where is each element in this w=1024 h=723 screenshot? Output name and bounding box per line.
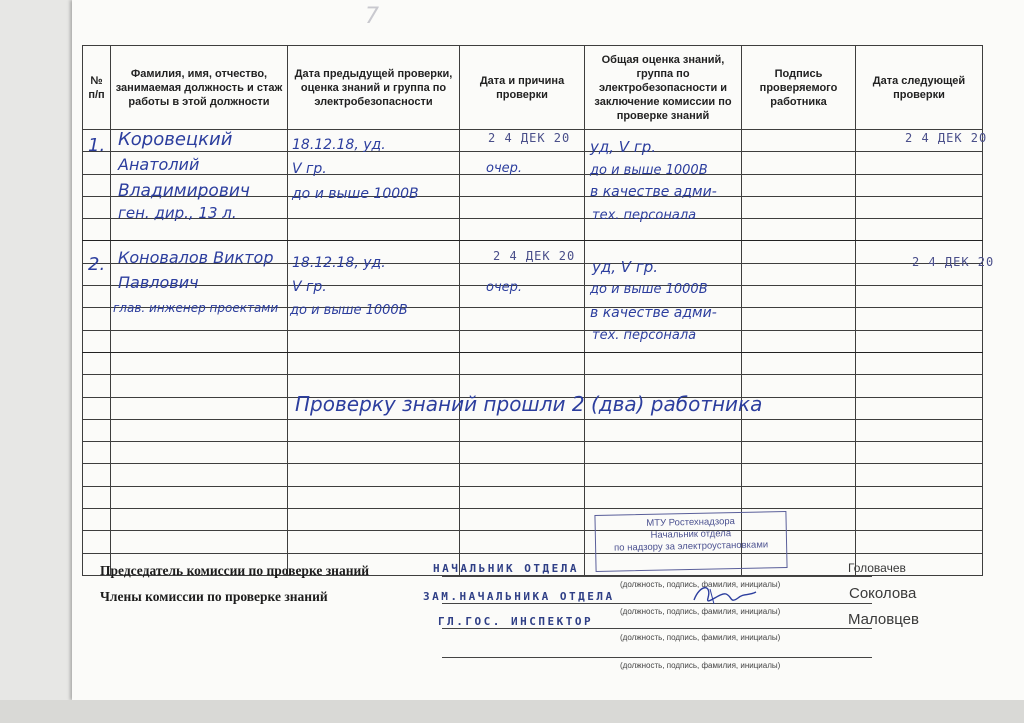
table-row [83, 352, 983, 374]
table-row [83, 152, 983, 174]
header-assessment: Общая оценка знаний, группа по электробезопасности и заключение комиссии по проверке знаний [585, 46, 742, 130]
entry-2-next-date-stamp: 2 4 ДЕК 20 [912, 255, 995, 269]
table-row [83, 486, 983, 508]
member1-signature-line [442, 603, 872, 604]
entry-1-name-line: Анатолий [118, 155, 200, 174]
entry-1-assessment-line: тех. персонала [592, 208, 697, 223]
chairman-label: Председатель комиссии по проверке знаний [100, 563, 370, 578]
table-row [83, 330, 983, 352]
chairman-title-stamp: НАЧАЛЬНИК ОТДЕЛА [433, 562, 579, 575]
entry-1-previous-line: 18.12.18, уд. [292, 137, 386, 153]
members-label: Члены комиссии по проверке знаний [100, 589, 328, 604]
table-header-row [83, 46, 983, 130]
entry-1-name-line: Владимирович [118, 181, 250, 201]
stamp-line-3: по надзору за электроустановками [613, 539, 769, 554]
entry-1-number: 1. [88, 135, 106, 156]
faint-page-mark: 7 [365, 4, 379, 29]
member2-title-stamp: ГЛ.ГОС. ИНСПЕКТОР [438, 615, 594, 628]
entry-1-next-date-stamp: 2 4 ДЕК 20 [905, 131, 988, 145]
member-signature [690, 580, 760, 610]
header-date-reason: Дата и причина проверки [460, 46, 585, 130]
entry-1-assessment-line: уд, V гр. [590, 138, 656, 156]
entry-2-assessment-line: до и выше 1000В [590, 282, 708, 297]
entry-1-assessment-line: в качестве адми- [590, 184, 717, 200]
entry-2-name-line: глав. инженер проектами [113, 301, 279, 315]
table-row [83, 419, 983, 441]
entry-1-assessment-line: до и выше 1000В [590, 163, 708, 178]
mtu-official-stamp [594, 511, 787, 572]
entry-2-previous-line: до и выше 1000В [290, 303, 408, 318]
entry-2-assessment-line: тех. персонала [592, 328, 697, 343]
entry-2-previous-line: 18.12.18, уд. [292, 255, 386, 271]
member1-name: Соколова [849, 585, 917, 602]
header-number: № п/п [83, 46, 111, 130]
member1-signature-caption: (должность, подпись, фамилия, инициалы) [620, 607, 781, 616]
stamp-line-1: МТУ Ростехнадзора [646, 516, 736, 529]
entry-2-name-line: Павлович [118, 273, 199, 292]
entry-2-assessment-line: уд, V гр. [592, 258, 658, 276]
chairman-name: Головачев [848, 561, 906, 575]
table-row [83, 442, 983, 464]
entry-2-number: 2. [88, 254, 106, 275]
header-signature: Подпись проверяемого работника [742, 46, 856, 130]
entry-1-reason: очер. [486, 161, 523, 176]
table-row [83, 464, 983, 486]
entry-2-previous-line: V гр. [292, 279, 327, 295]
table-row [83, 509, 983, 531]
entry-2-check-date-stamp: 2 4 ДЕК 20 [493, 249, 576, 263]
chairman-signature-line [442, 576, 872, 577]
header-previous-check: Дата предыдущей проверки, оценка знаний и группа по электробезопасности [288, 46, 460, 130]
scan-background [0, 700, 1024, 723]
entry-2-assessment-line: в качестве адми- [590, 305, 717, 321]
stamp-line-2: Начальник отдела [650, 528, 732, 541]
entry-1-check-date-stamp: 2 4 ДЕК 20 [488, 131, 571, 145]
member2-signature-caption: (должность, подпись, фамилия, инициалы) [620, 633, 781, 642]
entry-2-reason: очер. [486, 280, 523, 295]
member2-signature-line [442, 628, 872, 629]
chairman-signature-caption: (должность, подпись, фамилия, инициалы) [620, 580, 781, 589]
entry-2-name-line: Коновалов Виктор [118, 248, 274, 267]
member1-title-stamp: ЗАМ.НАЧАЛЬНИКА ОТДЕЛА [423, 590, 615, 603]
summary-note: Проверку знаний прошли 2 (два) работника [295, 392, 763, 416]
table-row [83, 219, 983, 241]
entry-1-previous-line: V гр. [292, 161, 327, 177]
member3-signature-line [442, 657, 872, 658]
table-row [83, 531, 983, 553]
header-name: Фамилия, имя, отчество, занимаемая должность и стаж работы в этой должности [111, 46, 288, 130]
member2-name: Маловцев [848, 611, 919, 628]
entry-1-previous-line: до и выше 1000В [292, 186, 419, 202]
member3-signature-caption: (должность, подпись, фамилия, инициалы) [620, 661, 781, 670]
header-next-check: Дата следующей проверки [856, 46, 983, 130]
entry-1-name-line: ген. дир., 13 л. [118, 204, 237, 222]
entry-1-name-line: Коровецкий [118, 129, 233, 150]
